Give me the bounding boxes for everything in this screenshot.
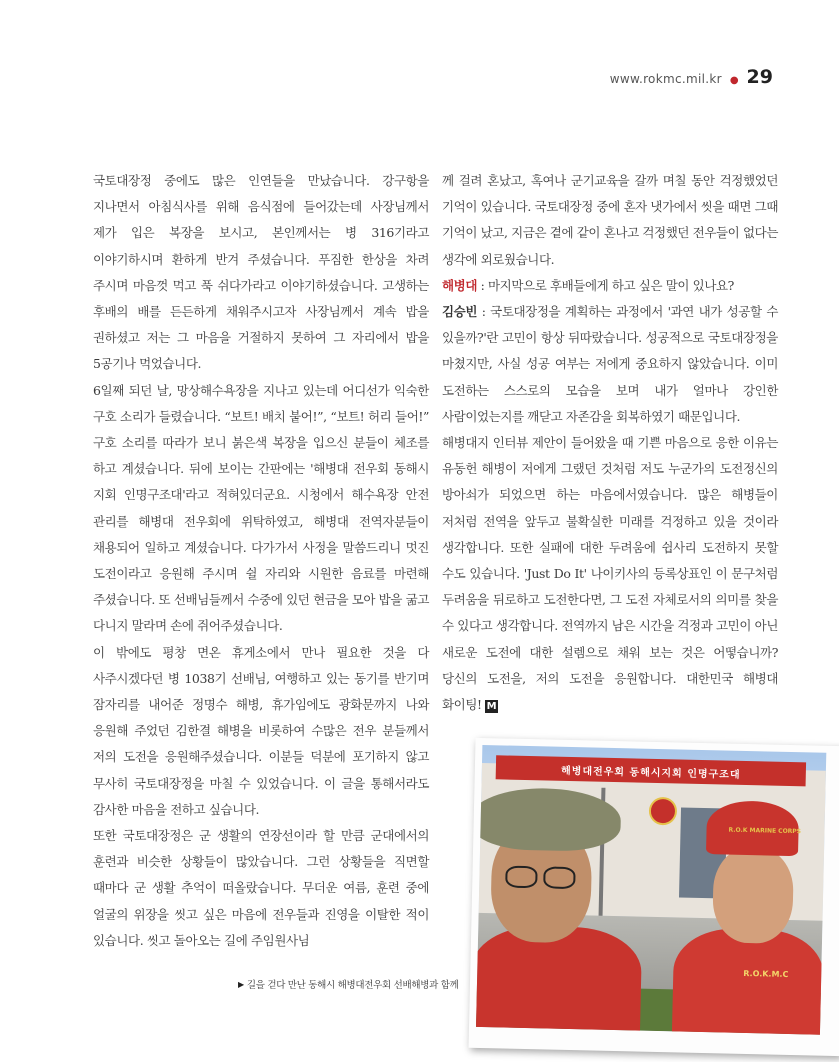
- caption-text: 길을 걷다 만난 동해시 해병대전우회 선배해병과 함께: [246, 980, 459, 991]
- caption-arrow-icon: ▶: [238, 979, 244, 989]
- glasses-icon: [505, 866, 537, 889]
- body-paragraph: 께 걸려 혼났고, 혹여나 군기교육을 갈까 며칠 동안 걱정했었던 기억이 있습니다. 국토대장정 중에 혼자 냇가에서 씻을 때면 그때 기억이 났고, 지금은 곁에 같이 혼나고 걱정했던 전우들이 없다는 생각에 외로웠습니다.: [442, 173, 778, 267]
- page-number: 29: [746, 66, 773, 88]
- photo: [476, 745, 826, 1035]
- photo-caption: [238, 977, 458, 991]
- end-mark-icon: M: [486, 701, 497, 713]
- question-text: : 마지막으로 후배들에게 하고 싶은 말이 있나요?: [477, 277, 734, 293]
- body-paragraph: 이 밖에도 평창 면온 휴게소에서 만나 필요한 것을 다 사주시겠다던 병 1038기 선배님, 여행하고 있는 동기를 반기며 잠자리를 내어준 정명수 해병, 휴가임에도 광화문까지 나와 응원해 주었던 김한결 해병을 비롯하여 수많은 전우 분들께서 저의 도전을 응원해주셨습니다. 이분들 덕분에 포기하지 않고 무사히 국토대장정을 마칠 수 있었습니다. 이 글을 통해서라도 감사한 마음을 전하고 싶습니다.: [93, 644, 429, 817]
- person-right-body: [672, 927, 824, 1034]
- closing-text: 해병대지 인터뷰 제안이 들어왔을 때 기쁜 마음으로 응한 이유는 유동헌 해병이 저에게 그랬던 것처럼 저도 누군가의 도전정신의 방아쇠가 되었으면 하는 마음에서였습니다. 많은 해병들이 저처럼 전역을 앞두고 불확실한 미래를 걱정하고 있을 것이라 생각합니다. 또한 실패에 대한 두려움에 쉽사리 도전하지 못할 수도 있습니다. 'Just Do It' 나이키사의 등록상표인 이 문구처럼 두려움을 뒤로하고 도전한다면, 그 도전 자체로서의 의미를 찾을 수 있다고 생각합니다. 전역까지 남은 시간을 걱정과 고민이 아닌 새로운 도전에 대한 설렘으로 채워 보는 것은 어떻습니까? 당신의 도전을, 저의 도전을 응원합니다. 대한민국 해병대 화이팅!: [442, 435, 778, 713]
- answer-speaker: 김승빈: [442, 304, 478, 320]
- body-paragraph: 또한 국토대장정은 군 생활의 연장선이라 할 만큼 군대에서의 훈련과 비슷한 상황들이 많았습니다. 그런 상황들을 직면할 때마다 군 생활 추억이 떠올랐습니다. 무더운 여름, 훈련 중에 얼굴의 위장을 씻고 싶은 마음에 전우들과 진영을 이탈한 적이 있습니다. 씻고 돌아오는 길에 주임원사님: [93, 828, 429, 948]
- page-header: [610, 66, 773, 88]
- body-paragraph: 국토대장정 중에도 많은 인연들을 만났습니다. 강구항을 지나면서 아침식사를 위해 음식점에 들어갔는데 사장님께서 제가 입은 복장을 보시고, 본인께서는 병 316기라고 이야기하시며 환하게 반겨 주셨습니다. 푸짐한 한상을 차려 주시며 마음껏 먹고 푹 쉬다가라고 이야기하셨습니다. 고생하는 후배의 배를 든든하게 채워주시고자 사장님께서 계속 밥을 권하셨고 저는 그 마음을 거절하지 못하여 그 자리에서 밥을 5공기나 먹었습니다.: [93, 173, 429, 372]
- interview-answer: [442, 299, 778, 430]
- body-paragraph: 6일째 되던 날, 망상해수욕장을 지나고 있는데 어디선가 익숙한 구호 소리가 들렸습니다. “보트! 배치 붙어!”, “보트! 허리 들어!” 구호 소리를 따라가 보니 붉은색 복장을 입으신 분들이 체조를 하고 계셨습니다. 뒤에 보이는 간판에는 '해병대 전우회 동해시 지회 인명구조대'라고 적혀있더군요. 시청에서 해수욕장 안전 관리를 해병대 전우회에 위탁하였고, 해병대 전역자분들이 채용되어 일하고 계셨습니다. 다가가서 사정을 말씀드리니 멋진 도전이라고 응원해 주시며 쉴 자리와 시원한 음료를 마련해 주셨습니다. 또 선배님들께서 수중에 있던 현금을 모아 밥을 굶고 다니지 말라며 손에 쥐어주셨습니다.: [93, 382, 429, 634]
- question-speaker: 해병대: [442, 277, 478, 293]
- shirt-text: R.O.K.M.C: [743, 968, 789, 979]
- answer-text: : 국토대장정을 계획하는 과정에서 '과연 내가 성공할 수 있을까?'란 고민이 항상 뒤따랐습니다. 성공적으로 국토대장정을 마쳤지만, 사실 성공 여부는 저에게 중요하지 않았습니다. 이미 도전하는 스스로의 모습을 보며 내가 얼마나 강인한 사람이었는지를 깨닫고 자존감을 회복하였기 때문입니다.: [442, 304, 778, 424]
- body-paragraph: [442, 430, 778, 718]
- site-url: www.rokmc.mil.kr: [609, 72, 722, 86]
- interview-question: [442, 273, 778, 299]
- left-column: [93, 168, 429, 954]
- glasses-icon: [543, 866, 575, 889]
- building-banner: 해병대전우회 동해시지회 인명구조대: [496, 755, 806, 786]
- cap-text: R.O.K MARINE CORPS: [728, 826, 802, 836]
- person-right-face: [712, 846, 794, 944]
- photo-frame: [469, 738, 839, 1056]
- right-column: [442, 168, 778, 718]
- separator-dot-icon: ●: [729, 75, 739, 86]
- person-left-body: [476, 925, 642, 1035]
